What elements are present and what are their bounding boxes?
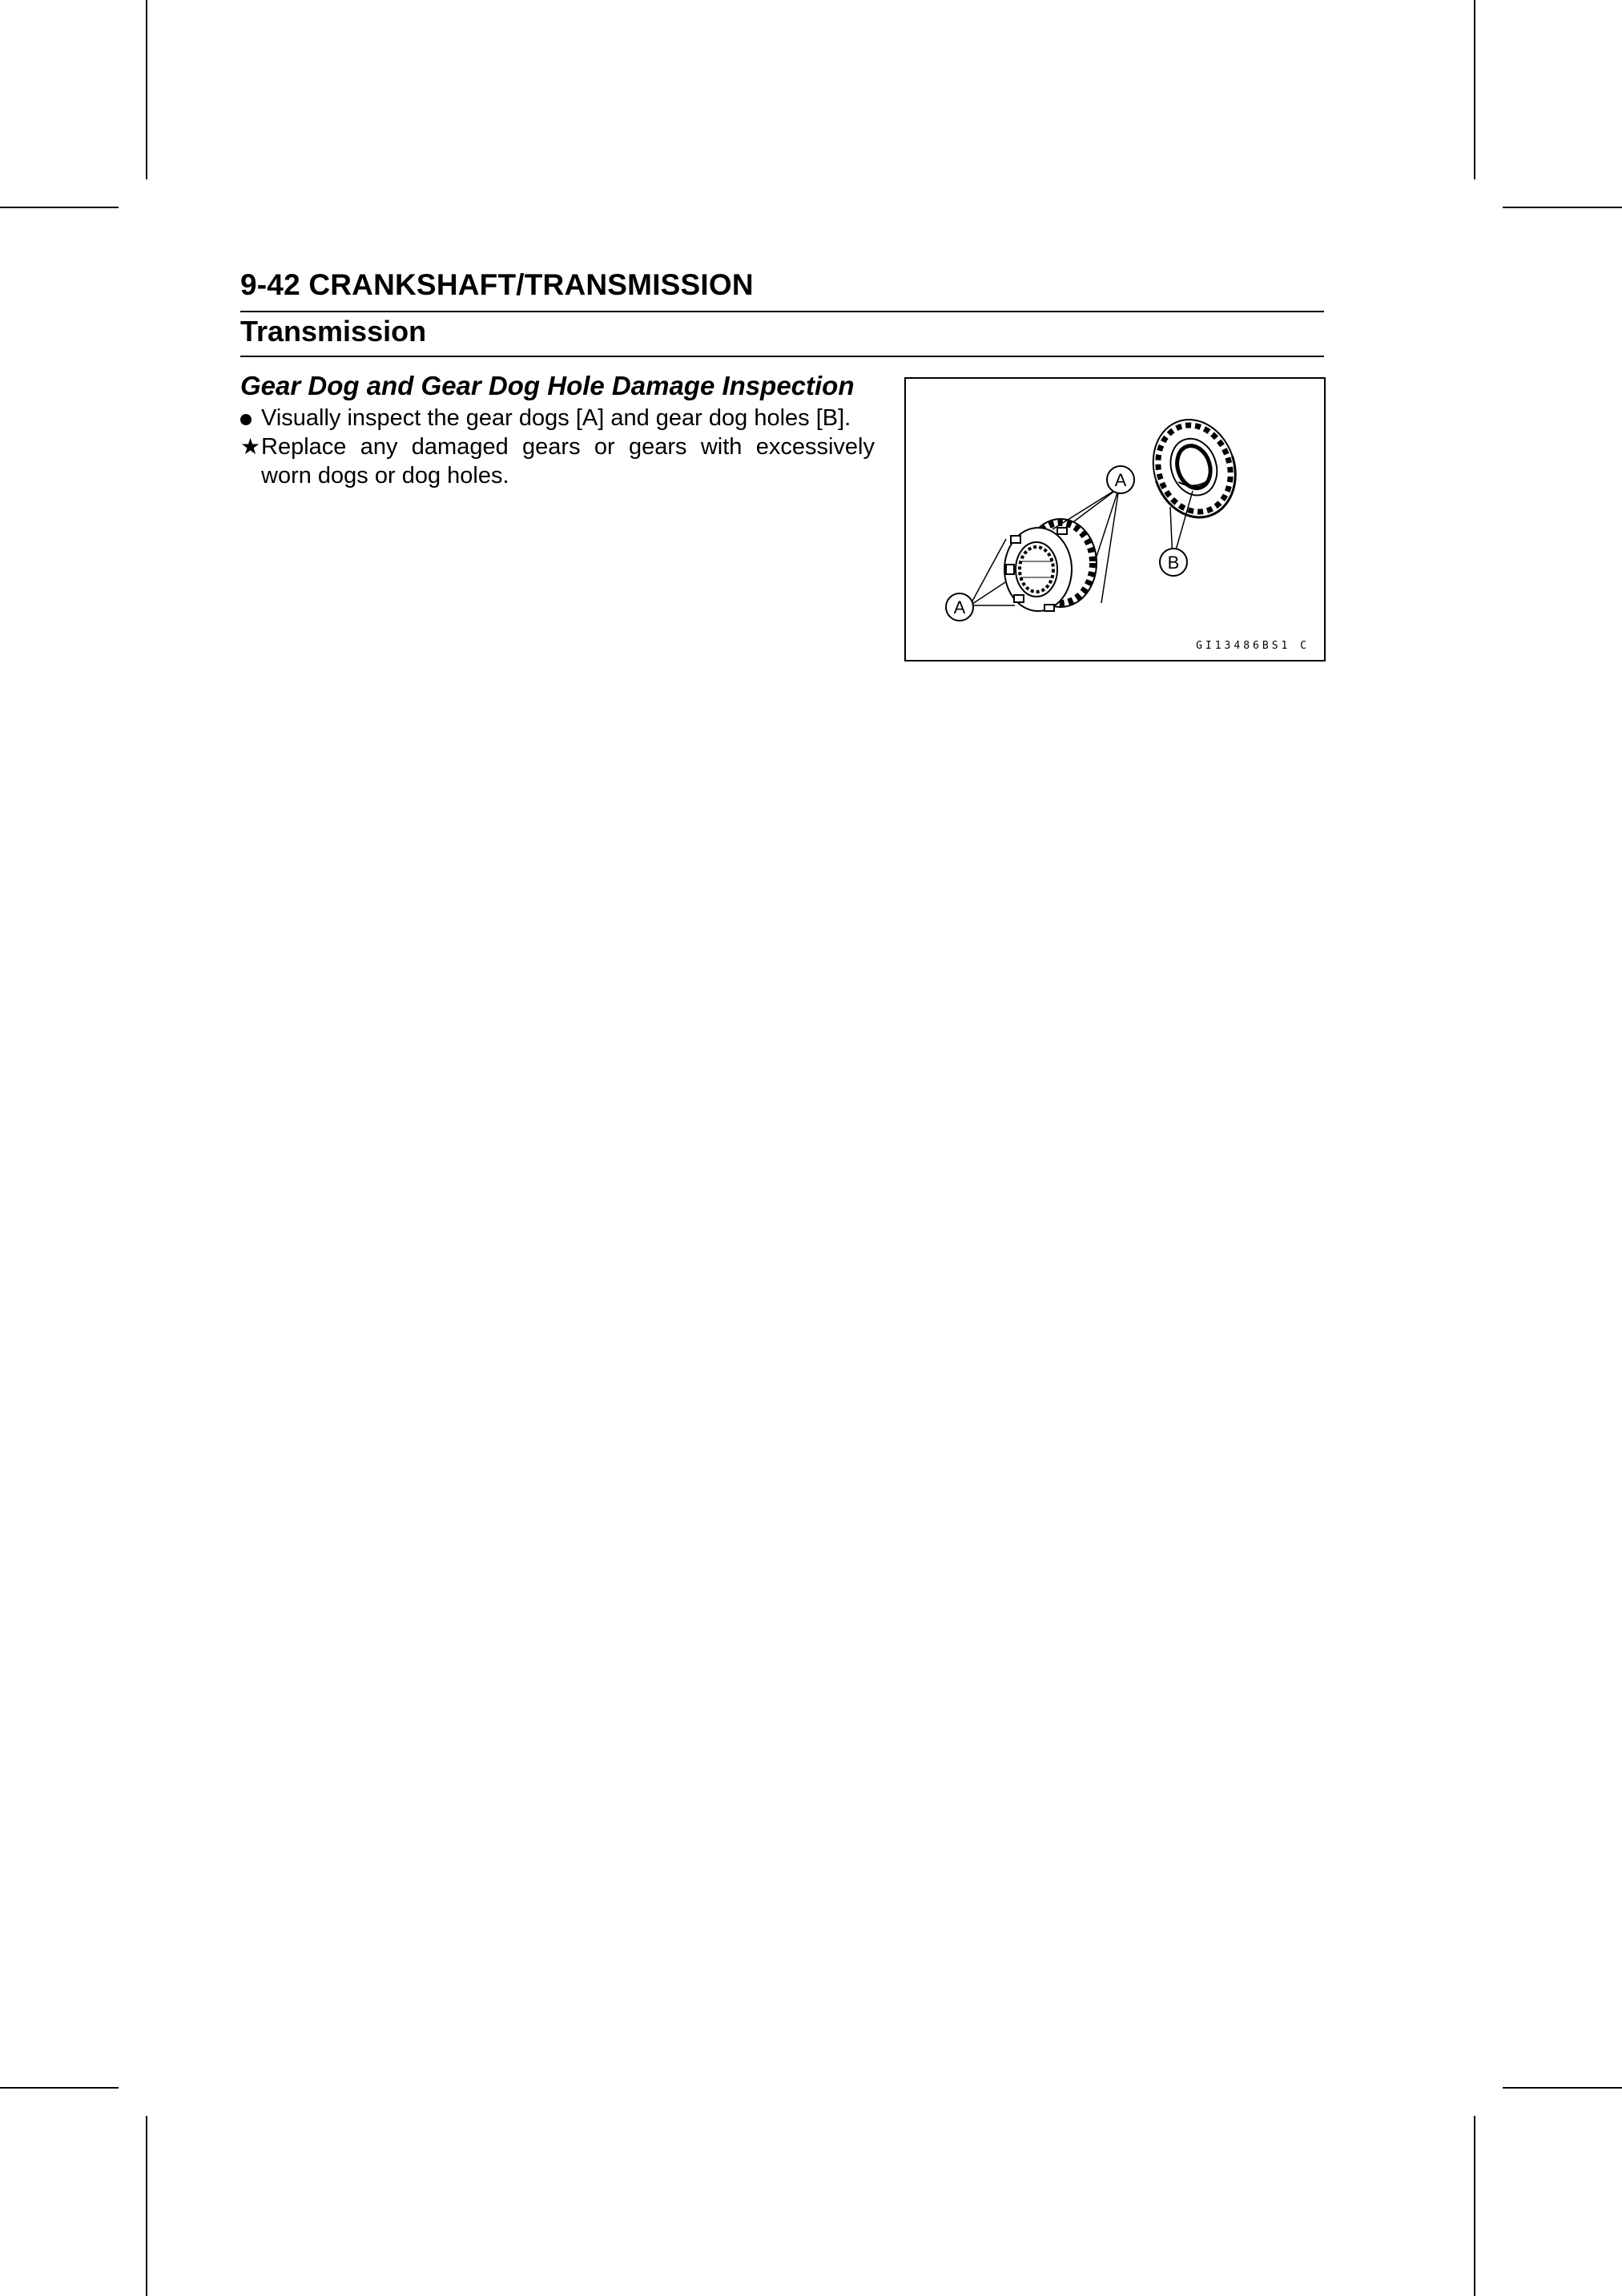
star-icon: ★ [240,434,261,459]
label-b: B [1167,553,1180,573]
crop-mark [146,0,147,179]
step-item [240,404,875,432]
crop-mark [0,207,119,208]
label-a-top: A [1114,470,1127,490]
step-item [240,432,875,490]
gear-drawing [906,379,1324,660]
section-rule [240,356,1324,357]
step-text: Replace any damaged gears or gears with excessively worn dogs or dog holes. [261,434,875,489]
header-rule [240,311,1324,312]
gear-with-dog-holes [1141,409,1247,529]
bullet-icon [240,404,252,432]
figure-code: GI13486BS1 C [1196,640,1310,652]
procedure-heading: Gear Dog and Gear Dog Hole Damage Inspection [240,371,855,400]
crop-mark [1474,0,1475,179]
label-a-bottom: A [953,597,966,617]
crop-mark [0,2087,119,2089]
step-text: Visually inspect the gear dogs [A] and gear dog holes [B]. [261,405,851,431]
gear-illustration [904,377,1326,661]
crop-mark [1503,2087,1622,2089]
procedure-text [240,370,875,490]
page-title: 9-42 CRANKSHAFT/TRANSMISSION [240,268,754,301]
crop-mark [1503,207,1622,208]
page-header [240,267,1324,303]
gear-with-dogs [1004,519,1097,611]
crop-mark [1474,2116,1475,2296]
section-title: Transmission [240,315,427,348]
crop-mark [146,2116,147,2296]
